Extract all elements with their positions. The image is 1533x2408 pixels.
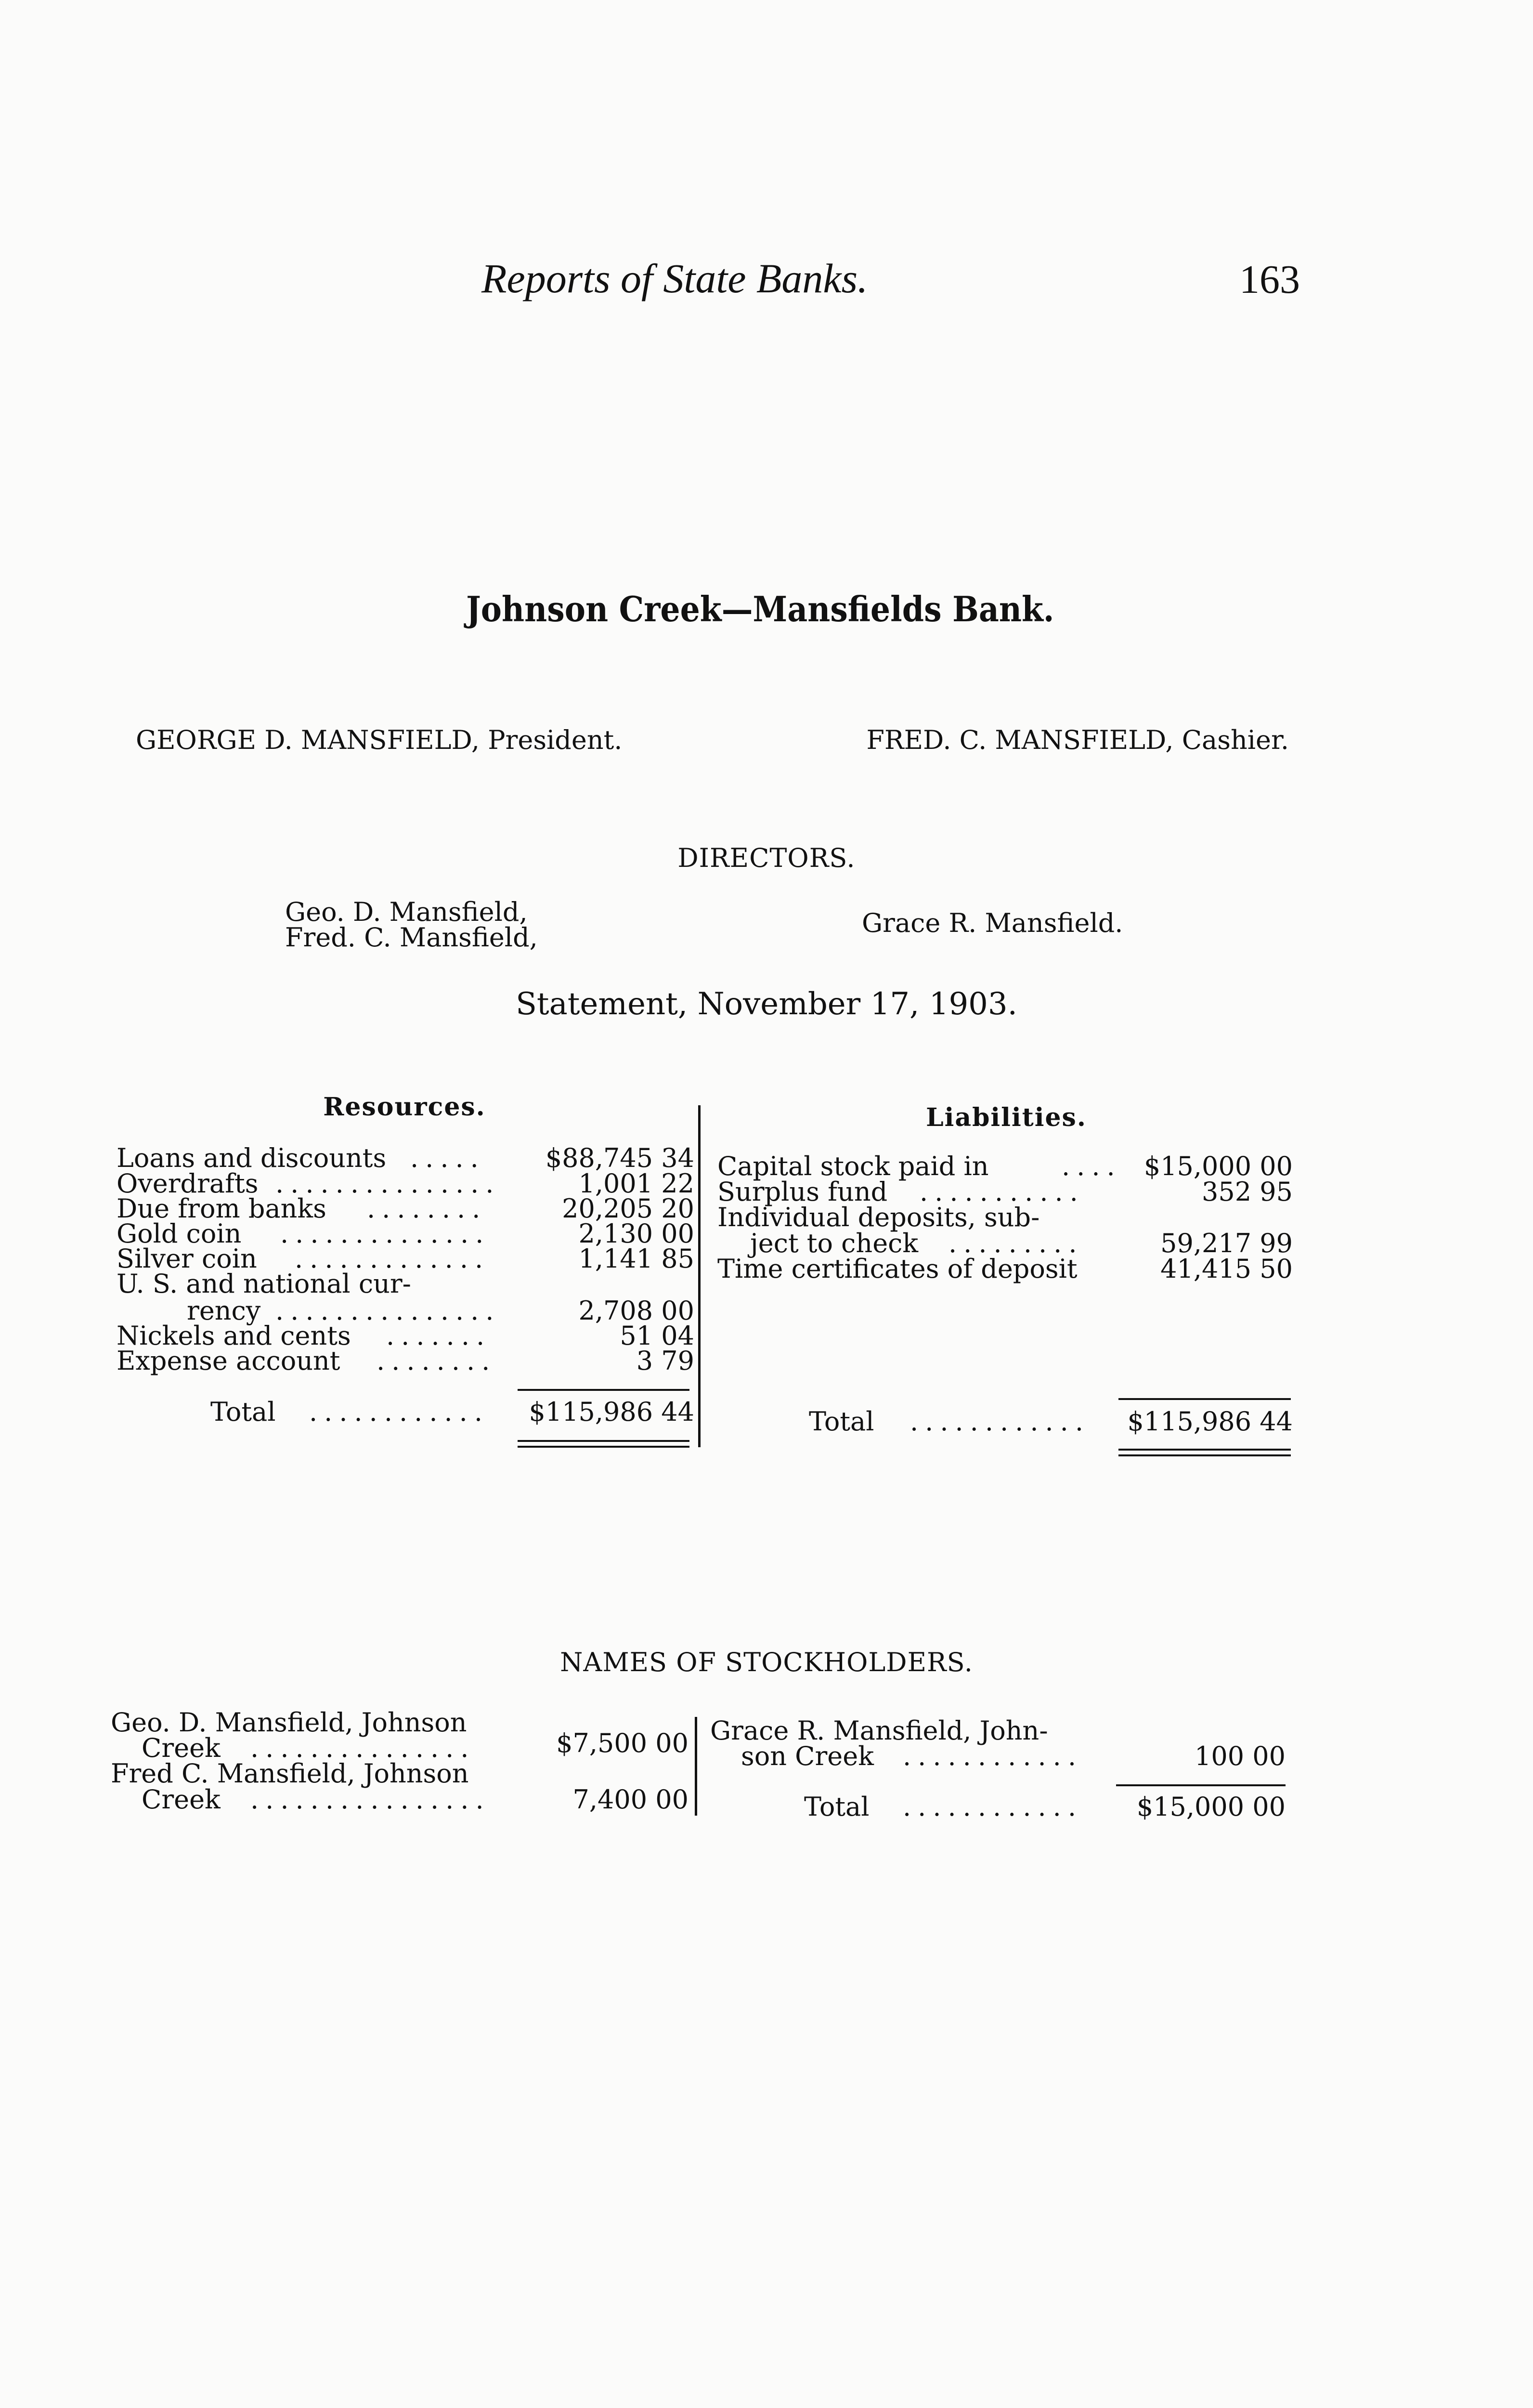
resource-label: Expense account bbox=[117, 1346, 340, 1376]
table-row bbox=[117, 1269, 694, 1299]
resource-label: U. S. and national cur- bbox=[117, 1269, 411, 1299]
leader-dots: ............ bbox=[309, 1397, 489, 1427]
leader-dots: ............... bbox=[275, 1296, 501, 1326]
leader-dots: ................ bbox=[250, 1784, 491, 1815]
stockholder-name: Creek bbox=[142, 1733, 221, 1763]
stockholder-amount: 100 00 bbox=[1195, 1741, 1286, 1771]
leader-dots: ............ bbox=[903, 1792, 1083, 1822]
stockholder-amount: $7,500 00 bbox=[556, 1728, 689, 1758]
directors-heading: DIRECTORS. bbox=[677, 843, 856, 873]
resource-label: Loans and discounts bbox=[117, 1143, 387, 1173]
leader-dots: ....... bbox=[386, 1321, 492, 1351]
stockholder-row bbox=[710, 1715, 1286, 1746]
leader-dots: ............... bbox=[250, 1733, 476, 1763]
leader-dots: .... bbox=[1062, 1151, 1122, 1181]
leader-dots: ..... bbox=[410, 1143, 485, 1173]
table-row bbox=[117, 1193, 694, 1224]
total-rule bbox=[1118, 1398, 1291, 1400]
table-row bbox=[117, 1321, 694, 1351]
table-row bbox=[717, 1151, 1293, 1181]
table-row bbox=[117, 1397, 694, 1427]
liability-amount: 59,217 99 bbox=[1160, 1228, 1293, 1258]
director-name: Fred. C. Mansfield, bbox=[285, 922, 538, 953]
stockholder-name: Fred C. Mansfield, Johnson bbox=[111, 1758, 469, 1789]
president: GEORGE D. MANSFIELD, President. bbox=[136, 725, 623, 755]
liability-label: Individual deposits, sub- bbox=[717, 1202, 1040, 1232]
resource-amount: $88,745 34 bbox=[545, 1143, 694, 1173]
page-number: 163 bbox=[1239, 257, 1300, 302]
leader-dots: .............. bbox=[280, 1218, 491, 1249]
resource-label: Gold coin bbox=[117, 1218, 242, 1249]
stockholder-row bbox=[111, 1784, 689, 1815]
leader-dots: ........ bbox=[367, 1193, 487, 1224]
table-row bbox=[117, 1218, 694, 1249]
stockholder-name: Creek bbox=[142, 1784, 221, 1815]
resource-label: Nickels and cents bbox=[117, 1321, 351, 1351]
resources-heading: Resources. bbox=[323, 1092, 486, 1122]
resource-amount: 51 04 bbox=[620, 1321, 694, 1351]
stockholder-name: Grace R. Mansfield, John- bbox=[710, 1715, 1048, 1746]
stockholder-name: son Creek bbox=[741, 1741, 874, 1771]
total-rule bbox=[518, 1389, 689, 1391]
leader-dots: ........... bbox=[920, 1177, 1085, 1207]
resource-label: Due from banks bbox=[117, 1193, 326, 1224]
liabilities-total-label: Total bbox=[809, 1406, 874, 1437]
liability-label: ject to check bbox=[750, 1228, 919, 1258]
table-row bbox=[117, 1168, 694, 1199]
director-name: Geo. D. Mansfield, bbox=[285, 897, 528, 927]
stockholder-row bbox=[710, 1792, 1286, 1822]
director-name: Grace R. Mansfield. bbox=[862, 908, 1123, 938]
stockholder-row bbox=[111, 1728, 689, 1763]
leader-dots: ............ bbox=[903, 1741, 1083, 1771]
resources-total-label: Total bbox=[210, 1397, 276, 1427]
leader-dots: ......... bbox=[948, 1228, 1084, 1258]
leader-dots: ............ bbox=[910, 1406, 1090, 1437]
resource-label: Silver coin bbox=[117, 1243, 257, 1274]
leader-dots: ............... bbox=[275, 1168, 501, 1199]
resource-amount: 20,205 20 bbox=[562, 1193, 694, 1224]
liability-label: Time certificates of deposit bbox=[717, 1254, 1078, 1284]
stockholder-row bbox=[710, 1741, 1286, 1771]
resource-amount: 2,130 00 bbox=[578, 1218, 694, 1249]
total-rule bbox=[1116, 1784, 1286, 1786]
table-row bbox=[717, 1406, 1293, 1437]
running-header-title: Reports of State Banks. bbox=[481, 255, 868, 301]
resource-amount: 1,141 85 bbox=[578, 1243, 694, 1274]
resource-amount: 3 79 bbox=[636, 1346, 694, 1376]
liabilities-total: $115,986 44 bbox=[1127, 1406, 1293, 1437]
table-row bbox=[717, 1177, 1293, 1207]
resource-amount: 1,001 22 bbox=[578, 1168, 694, 1199]
table-row bbox=[717, 1254, 1293, 1284]
liabilities-heading: Liabilities. bbox=[926, 1103, 1087, 1132]
stockholder-amount: 7,400 00 bbox=[572, 1784, 689, 1815]
resources-total: $115,986 44 bbox=[529, 1397, 694, 1427]
resource-amount: 2,708 00 bbox=[578, 1296, 694, 1326]
liability-label: Surplus fund bbox=[717, 1177, 888, 1207]
table-row bbox=[717, 1228, 1293, 1258]
resource-label: rency bbox=[187, 1296, 261, 1326]
stockholder-row bbox=[111, 1758, 689, 1789]
resource-label: Overdrafts bbox=[117, 1168, 259, 1199]
total-double-rule bbox=[1118, 1449, 1291, 1451]
table-row bbox=[117, 1243, 694, 1274]
liability-amount: $15,000 00 bbox=[1143, 1151, 1293, 1181]
stockholder-name: Geo. D. Mansfield, Johnson bbox=[111, 1707, 467, 1738]
total-double-rule bbox=[518, 1440, 689, 1442]
stockholders-total-label: Total bbox=[804, 1792, 870, 1822]
liability-label: Capital stock paid in bbox=[717, 1151, 989, 1181]
leader-dots: ........ bbox=[377, 1346, 497, 1376]
table-row bbox=[117, 1143, 694, 1173]
statement-title: Statement, November 17, 1903. bbox=[516, 986, 1017, 1022]
column-divider bbox=[695, 1717, 697, 1816]
bank-title: Johnson Creek—Mansfields Bank. bbox=[466, 589, 1054, 629]
table-row bbox=[717, 1202, 1293, 1232]
liability-amount: 41,415 50 bbox=[1160, 1254, 1293, 1284]
total-double-rule bbox=[1118, 1454, 1291, 1456]
total-double-rule bbox=[518, 1446, 689, 1448]
table-row bbox=[117, 1346, 694, 1376]
cashier: FRED. C. MANSFIELD, Cashier. bbox=[866, 725, 1289, 755]
stockholders-heading: NAMES OF STOCKHOLDERS. bbox=[560, 1647, 973, 1677]
stockholders-total: $15,000 00 bbox=[1136, 1792, 1286, 1822]
table-row bbox=[117, 1296, 694, 1326]
leader-dots: ............. bbox=[295, 1243, 490, 1274]
liability-amount: 352 95 bbox=[1202, 1177, 1293, 1207]
column-divider bbox=[698, 1105, 701, 1447]
